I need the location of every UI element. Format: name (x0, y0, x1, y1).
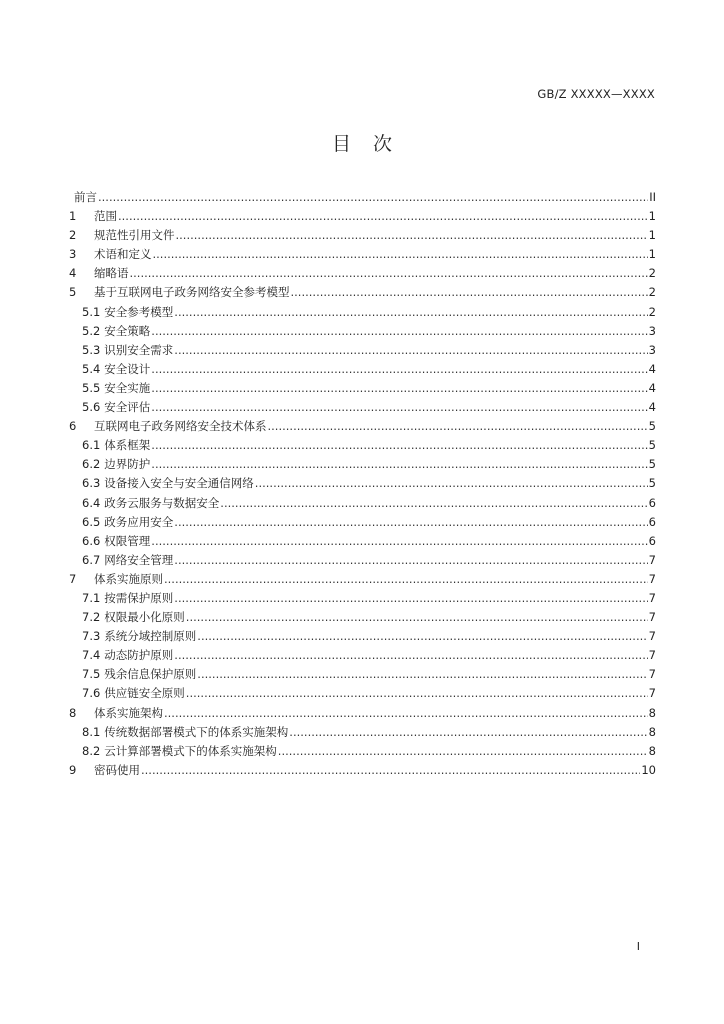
toc-dot-leader (141, 761, 640, 780)
toc-entry-number: 7.5 (82, 667, 101, 682)
toc-entry-page: 10 (641, 762, 656, 777)
toc-dot-leader (291, 283, 648, 302)
toc-dot-leader (197, 665, 647, 684)
toc-entry-page: 7 (648, 686, 656, 701)
toc-entry-title: 设备接入安全与安全通信网络 (104, 476, 254, 491)
toc-entry-title: 按需保护原则 (104, 590, 174, 605)
toc-dot-leader (197, 627, 647, 646)
toc-entry[interactable] (69, 742, 656, 761)
toc-dot-leader (130, 264, 648, 283)
toc-entry-number: 1 (69, 209, 77, 224)
toc-entry-title: 基于互联网电子政务网络安全参考模型 (94, 285, 290, 300)
toc-entry-number: 6.7 (82, 552, 101, 567)
toc-entry[interactable] (69, 245, 656, 264)
toc-entry-number: 5.1 (82, 304, 101, 319)
toc-entry-number: 6.5 (82, 514, 101, 529)
toc-dot-leader (164, 704, 648, 723)
toc-dot-leader (268, 417, 648, 436)
toc-entry-title: 动态防护原则 (104, 648, 174, 663)
toc-entry-page: 1 (648, 247, 656, 262)
toc-entry-number: 3 (69, 247, 77, 262)
toc-entry-title: 传统数据部署模式下的体系实施架构 (104, 724, 289, 739)
toc-entry-title: 安全策略 (104, 323, 151, 338)
toc-dot-leader (174, 303, 647, 322)
toc-entry[interactable] (69, 379, 656, 398)
toc-entry-number: 6.4 (82, 495, 101, 510)
toc-dot-leader (174, 341, 647, 360)
toc-entry[interactable] (69, 474, 656, 493)
toc-dot-leader (255, 474, 648, 493)
toc-entry-page: II (649, 190, 656, 204)
toc-entry[interactable] (69, 513, 656, 532)
toc-entry-page: 7 (648, 571, 656, 586)
toc-entry-title: 政务应用安全 (104, 514, 174, 529)
toc-entry-page: 4 (648, 400, 656, 415)
toc-entry-number: 7.4 (82, 648, 101, 663)
toc-entry[interactable] (69, 761, 656, 780)
toc-entry[interactable] (69, 303, 656, 322)
title-char-2: 次 (373, 133, 393, 155)
toc-entry[interactable] (69, 665, 656, 684)
toc-entry-page: 1 (648, 228, 656, 243)
toc-entry-number: 6 (69, 419, 77, 434)
toc-dot-leader (151, 436, 647, 455)
toc-entry-title: 云计算部署模式下的体系实施架构 (104, 743, 277, 758)
toc-entry-page: 5 (648, 476, 656, 491)
toc-entry-number: 5.2 (82, 323, 101, 338)
toc-entry[interactable] (69, 436, 656, 455)
toc-entry-page: 7 (648, 667, 656, 682)
toc-entry[interactable] (69, 360, 656, 379)
toc-entry[interactable] (69, 589, 656, 608)
toc-entry-page: 3 (648, 342, 656, 357)
toc-entry-page: 7 (648, 590, 656, 605)
page-number: I (636, 940, 640, 953)
toc-entry[interactable] (69, 283, 656, 302)
toc-entry-page: 4 (648, 361, 656, 376)
toc-entry-title: 边界防护 (104, 457, 151, 472)
toc-entry-page: 8 (648, 743, 656, 758)
toc-entry-page: 7 (648, 629, 656, 644)
toc-entry-title: 安全设计 (104, 361, 151, 376)
toc-dot-leader (176, 226, 648, 245)
toc-entry-title: 识别安全需求 (104, 342, 174, 357)
toc-entry-title: 系统分域控制原则 (104, 629, 197, 644)
toc-entry[interactable] (69, 646, 656, 665)
toc-entry-page: 7 (648, 648, 656, 663)
toc-entry-title: 密码使用 (94, 762, 140, 777)
toc-entry-page: 5 (648, 438, 656, 453)
page-title (0, 129, 724, 156)
toc-entry-page: 2 (648, 304, 656, 319)
toc-entry-number: 6.2 (82, 457, 101, 472)
toc-entry-title: 安全参考模型 (104, 304, 174, 319)
toc-entry[interactable] (69, 608, 656, 627)
toc-entry-number: 6.6 (82, 533, 101, 548)
toc-dot-leader (151, 455, 647, 474)
toc-entry[interactable] (69, 188, 656, 207)
toc-entry-title: 权限管理 (104, 533, 151, 548)
toc-entry-title: 网络安全管理 (104, 552, 174, 567)
toc-entry[interactable] (69, 704, 656, 723)
toc-entry-page: 7 (648, 552, 656, 567)
toc-entry-page: 8 (648, 705, 656, 720)
toc-entry-title: 体系框架 (104, 438, 151, 453)
toc-entry-title: 规范性引用文件 (94, 228, 175, 243)
toc-entry-number: 7.6 (82, 686, 101, 701)
toc-entry-page: 8 (648, 724, 656, 739)
toc-entry-title: 范围 (94, 209, 117, 224)
toc-entry-number: 7.1 (82, 590, 101, 605)
toc-entry[interactable] (69, 723, 656, 742)
toc-entry[interactable] (69, 551, 656, 570)
toc-entry-page: 6 (648, 533, 656, 548)
toc-entry[interactable] (69, 264, 656, 283)
toc-dot-leader (174, 513, 647, 532)
toc-entry-page: 6 (648, 514, 656, 529)
toc-dot-leader (153, 245, 648, 264)
toc-entry-title: 前言 (74, 190, 97, 204)
toc-entry-title: 政务云服务与数据安全 (104, 495, 220, 510)
toc-dot-leader (151, 398, 647, 417)
toc-entry-number: 8.1 (82, 724, 101, 739)
toc-entry-number: 5.5 (82, 380, 101, 395)
toc-entry[interactable] (69, 341, 656, 360)
toc-entry[interactable] (69, 417, 656, 436)
toc-entry[interactable] (69, 398, 656, 417)
toc-dot-leader (278, 742, 648, 761)
toc-entry[interactable] (69, 322, 656, 341)
toc-entry-number: 5.3 (82, 342, 101, 357)
toc-entry-number: 5.4 (82, 361, 101, 376)
toc-dot-leader (289, 723, 647, 742)
toc-entry-title: 体系实施原则 (94, 571, 163, 586)
toc-entry[interactable] (69, 207, 656, 226)
title-char-1: 目 (331, 133, 351, 155)
toc-entry-number: 7.3 (82, 629, 101, 644)
toc-dot-leader (164, 570, 648, 589)
toc-entry-number: 6.1 (82, 438, 101, 453)
table-of-contents (69, 188, 656, 780)
document-code: GB/Z XXXXX—XXXX (537, 87, 655, 101)
toc-dot-leader (151, 532, 647, 551)
toc-entry-page: 2 (648, 266, 656, 281)
toc-entry-title: 体系实施架构 (94, 705, 163, 720)
toc-entry-title: 权限最小化原则 (104, 610, 185, 625)
toc-dot-leader (151, 360, 647, 379)
toc-entry[interactable] (69, 532, 656, 551)
toc-entry-title: 互联网电子政务网络安全技术体系 (94, 419, 267, 434)
toc-entry-title: 术语和定义 (94, 247, 152, 262)
toc-entry[interactable] (69, 627, 656, 646)
toc-entry[interactable] (69, 684, 656, 703)
toc-dot-leader (220, 494, 647, 513)
toc-dot-leader (118, 207, 648, 226)
toc-entry-page: 5 (648, 457, 656, 472)
toc-entry-number: 7.2 (82, 610, 101, 625)
toc-entry[interactable] (69, 455, 656, 474)
toc-dot-leader (174, 646, 647, 665)
toc-entry-page: 2 (648, 285, 656, 300)
toc-dot-leader (186, 608, 648, 627)
toc-entry-number: 8 (69, 705, 77, 720)
toc-entry-title: 安全实施 (104, 380, 151, 395)
toc-entry-number: 6.3 (82, 476, 101, 491)
toc-entry-title: 安全评估 (104, 400, 151, 415)
toc-entry-number: 5.6 (82, 400, 101, 415)
toc-dot-leader (174, 589, 647, 608)
toc-dot-leader (98, 188, 648, 207)
toc-entry-page: 1 (648, 209, 656, 224)
toc-entry[interactable] (69, 494, 656, 513)
toc-entry-page: 6 (648, 495, 656, 510)
toc-dot-leader (151, 379, 647, 398)
toc-entry-number: 2 (69, 228, 77, 243)
toc-entry[interactable] (69, 570, 656, 589)
toc-entry-page: 5 (648, 419, 656, 434)
toc-entry-page: 3 (648, 323, 656, 338)
toc-entry-number: 7 (69, 571, 77, 586)
toc-entry-number: 5 (69, 285, 77, 300)
toc-dot-leader (151, 322, 647, 341)
toc-entry-page: 7 (648, 610, 656, 625)
toc-entry-page: 4 (648, 380, 656, 395)
toc-entry-title: 缩略语 (94, 266, 129, 281)
toc-entry-number: 8.2 (82, 743, 101, 758)
toc-entry[interactable] (69, 226, 656, 245)
toc-dot-leader (174, 551, 647, 570)
toc-entry-title: 残余信息保护原则 (104, 667, 197, 682)
toc-entry-number: 4 (69, 266, 77, 281)
toc-dot-leader (186, 684, 648, 703)
toc-entry-title: 供应链安全原则 (104, 686, 185, 701)
toc-entry-number: 9 (69, 762, 77, 777)
